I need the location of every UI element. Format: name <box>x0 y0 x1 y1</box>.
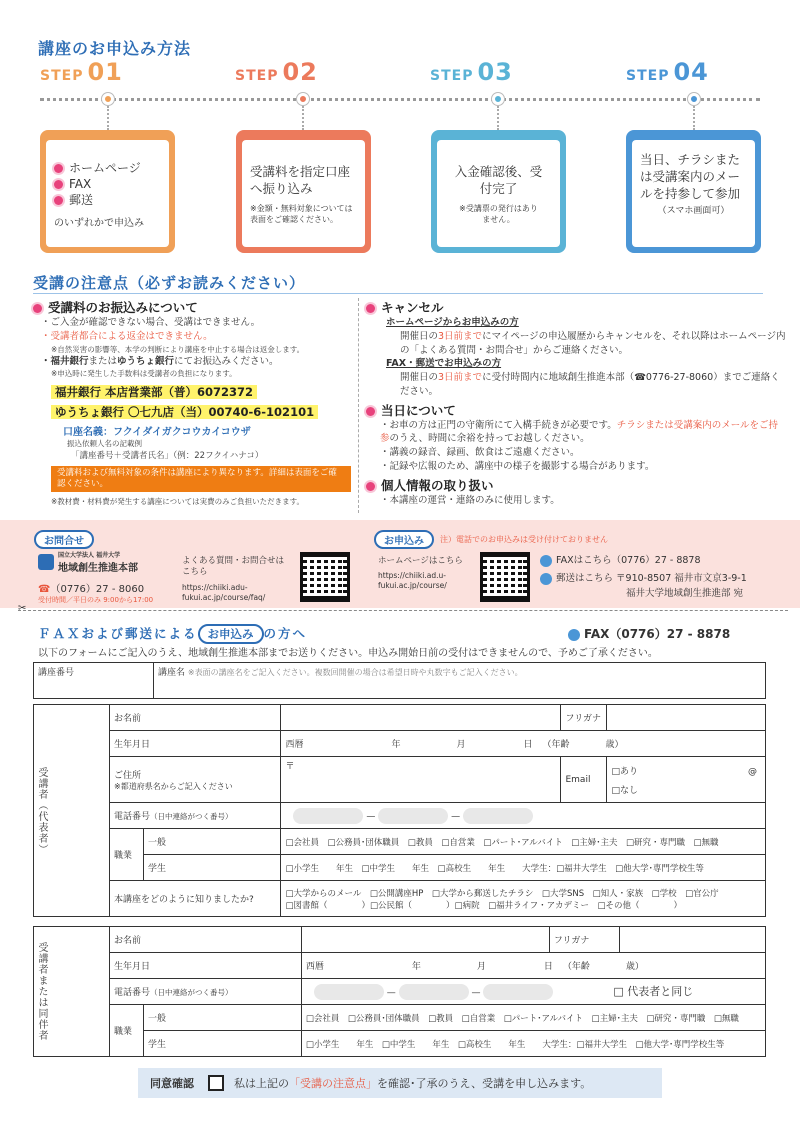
step-3-label: STEP 03 <box>430 58 513 86</box>
course-number-field[interactable]: 講座番号 <box>34 663 154 699</box>
apply-header: お申込み 注）電話でのお申込みは受け付けておりません <box>374 530 608 549</box>
companion-birthdate-input[interactable]: 西暦 年 月 日 （年齢 歳） <box>301 953 765 979</box>
step-1-box: ホームページ FAX 郵送 のいずれかで申込み <box>40 130 175 253</box>
phone-input[interactable]: — — <box>281 803 766 829</box>
companion-name-input[interactable] <box>301 927 549 953</box>
step-dot <box>492 93 504 105</box>
fee-condition-banner: 受講料および無料対象の条件は講座により異なります。詳細は表面をご確認ください。 <box>51 466 351 492</box>
general-job-options[interactable]: □会社員 □公務員･団体職員 □教員 □自営業 □パート･アルバイト □主婦･主夫 □研究・専門職 □無職 <box>281 829 766 855</box>
bank-yucho: ゆうちょ銀行 〇七九店（当）00740-6-102101 <box>51 405 318 419</box>
cut-line <box>18 610 788 611</box>
step-3-box: 入金確認後、受付完了 ※受講票の発行はありません。 <box>431 130 566 253</box>
fax-icon <box>540 555 552 567</box>
name-input[interactable] <box>281 705 561 731</box>
university-logo-icon <box>38 554 54 570</box>
step-2-box: 受講料を指定口座へ振り込み ※金額・無料対象については表面をご確認ください。 <box>236 130 371 253</box>
step-dot <box>297 93 309 105</box>
companion-furigana-input[interactable] <box>619 927 765 953</box>
mail-icon <box>540 573 552 585</box>
address-input[interactable]: 〒 <box>281 757 561 803</box>
consent-bar: 同意確認 私は上記の 「受講の注意点」 を確認･了承のうえ、受講を申し込みます。 <box>138 1068 662 1098</box>
faq-qr-code[interactable] <box>300 552 350 602</box>
form-intro: 以下のフォームにご記入のうえ、地域創生推進本部までお送りください。申込み開始日前の受付はできませんので、予めご了承ください。 <box>38 648 658 659</box>
step-timeline <box>40 98 760 101</box>
page-title: 講座のお申込み方法 <box>38 39 192 58</box>
student-options[interactable]: □小学生 年生 □中学生 年生 □高校生 年生 大学生：□福井大学生 □他大学･専門学校生等 <box>281 855 766 881</box>
form-title: ＦＡＸおよび郵送による お申込み の方へ <box>38 624 307 644</box>
inquiry-pill: お問合せ <box>34 530 94 549</box>
companion-phone-input[interactable]: — — □ 代表者と同じ <box>301 979 765 1005</box>
notes-heading: 受講の注意点（必ずお読みください） <box>33 274 306 292</box>
fax-mail-block: FAXはこちら（0776）27 - 8878 郵送はこちら 〒910-8507 福井市文京3-9-1 福井大学地域創生推進部 宛 <box>540 554 747 601</box>
hp-qr-code[interactable] <box>480 552 530 602</box>
consent-checkbox[interactable] <box>208 1075 224 1091</box>
phone-icon: ☎ <box>38 584 51 595</box>
furigana-input[interactable] <box>607 705 766 731</box>
same-as-rep-checkbox[interactable]: □ 代表者と同じ <box>613 984 694 998</box>
how-heard-options[interactable]: □大学からのメール □公開講座HP □大学から郵送したチラシ □大学SNS □知人・家族 □学校 □官公庁 □図書館（ ）□公民館（ ）□病院 □福井ライフ・アカデミー □その他（ ） <box>281 881 766 917</box>
companion-general-job-options[interactable]: □会社員 □公務員･団体職員 □教員 □自営業 □パート･アルバイト □主婦･主夫 □研究・専門職 □無職 <box>301 1005 765 1031</box>
step-4-label: STEP 04 <box>626 58 709 86</box>
step-4-box: 当日、チラシまたは受講案内のメールを持参して参加 （スマホ画面可） <box>626 130 761 253</box>
faq-text: よくある質問・お問合せはこちら https://chiiki.adu-fukui.ac.jp/course/faq/ <box>182 556 285 602</box>
email-input[interactable]: □あり @ □なし <box>607 757 766 803</box>
step-2-label: STEP 02 <box>235 58 318 86</box>
hp-text: ホームページはこちら https://chiiki.ad.u-fukui.ac.jp/course/ <box>378 556 463 590</box>
step-1-label: STEP 01 <box>40 58 123 86</box>
course-name-field[interactable]: 講座名 ※表面の講座名をご記入ください。複数回開催の場合は希望日時や丸数字もご記入ください。 <box>154 663 766 699</box>
cancel-section: キャンセル ホームページからお申込みの方 開催日の3日前までにマイページの申込履歴からキャンセルを、それ以降はホームページ内の「よくある質問・お問合せ」からご連絡ください。 FAX・郵送でお申込みの方 開催日の3日前までに受付時間内に地域創生推進本部（☎0776-27-8060）までご連絡ください。 当日について ・お車の方は正門の守衛所にて入構手続きが必要です。チラシまたは受講案内のメールをご持参のうえ、時間に余裕を持ってお越しください。 ・講義の録音、録画、飲食はご遠慮ください。 ・記録や広報のため、講座中の様子を撮影する場合があります。 個人情報の取り扱い ・本講座の運営・連絡のみに使用します。 <box>366 298 786 507</box>
fee-section: 受講料のお振込みについて ・ご入金が確認できない場合、受講はできません。 ・受講者都合による返金はできません。 ※自然災害の影響等、本学の判断により講座を中止する場合は返金します。 ・福井銀行またはゆうちょ銀行にてお振込みください。 ※申込時に発生した手数料は受講者の負担になります。 福井銀行 本店営業部（普）6072372 ゆうちょ銀行 〇七九店（当）00740-6-102101 口座名義：フクイダイガクコウカイコウザ 振込依頼人名の記載例 「講座番号＋受講者氏名」（例：22フクイハナコ） 受講料および無料対象の条件は講座により異なります。詳細は表面をご確認ください。 ※教材費・材料費が発生する講座については実費のみご負担いただきます。 <box>33 298 353 507</box>
step-dot <box>688 93 700 105</box>
fax-icon <box>568 629 580 641</box>
companion-student-options[interactable]: □小学生 年生 □中学生 年生 □高校生 年生 大学生：□福井大学生 □他大学･専門学校生等 <box>301 1031 765 1057</box>
step-dot <box>102 93 114 105</box>
form-fax: FAX（0776）27 - 8878 <box>568 625 730 642</box>
org-block: 国立大学法人 福井大学 地域創生推進本部 ☎（0776）27 - 8060 受付時間／平日のみ 9:00から17:00 <box>38 552 154 604</box>
companion-form: 受講者または同伴者 お名前 フリガナ 生年月日 西暦 年 月 日 （年齢 歳） 電話番号（日中連絡がつく番号） — — □ 代表者と同じ 職業 一般 □会社員 □公務員･団体職員 □教員 □自営業 □パート･アルバイト □主婦･主夫 □研究・専門職 □無職 学生 □小学生 年生 □中学生 年生 □高校生 年生 大学生：□福井大学生 □他大学･専門学校生等 <box>33 926 766 1057</box>
birthdate-input[interactable]: 西暦 年 月 日 （年齢 歳） <box>281 731 766 757</box>
scissors-icon: ✂ <box>18 603 27 614</box>
representative-form: 受講者（代表者） お名前 フリガナ 生年月日 西暦 年 月 日 （年齢 歳） ご住所 ※都道府県名からご記入ください 〒 Email □あり @ □なし 電話番号（日中連絡がつく番号） — — 職業 一般 □会社員 □公務員･団体職員 □教員 □自営業 □パート･アルバイト □主婦･主夫 □研究・専門職 □無職 学生 □小学生 年生 □中学生 年生 □高校生 年生 大学生：□福井大学生 □他大学･専門学校生等 本講座をどのように知りましたか? □大学からのメール □公開講座HP □大学から郵送したチラシ □大学SNS □知人・家族 □学校 □官公庁 □図書館（ ）□公民館（ ）□病院 □福井ライフ・アカデミー □その他（ ） <box>33 704 766 917</box>
bank-fukui: 福井銀行 本店営業部（普）6072372 <box>51 385 257 399</box>
